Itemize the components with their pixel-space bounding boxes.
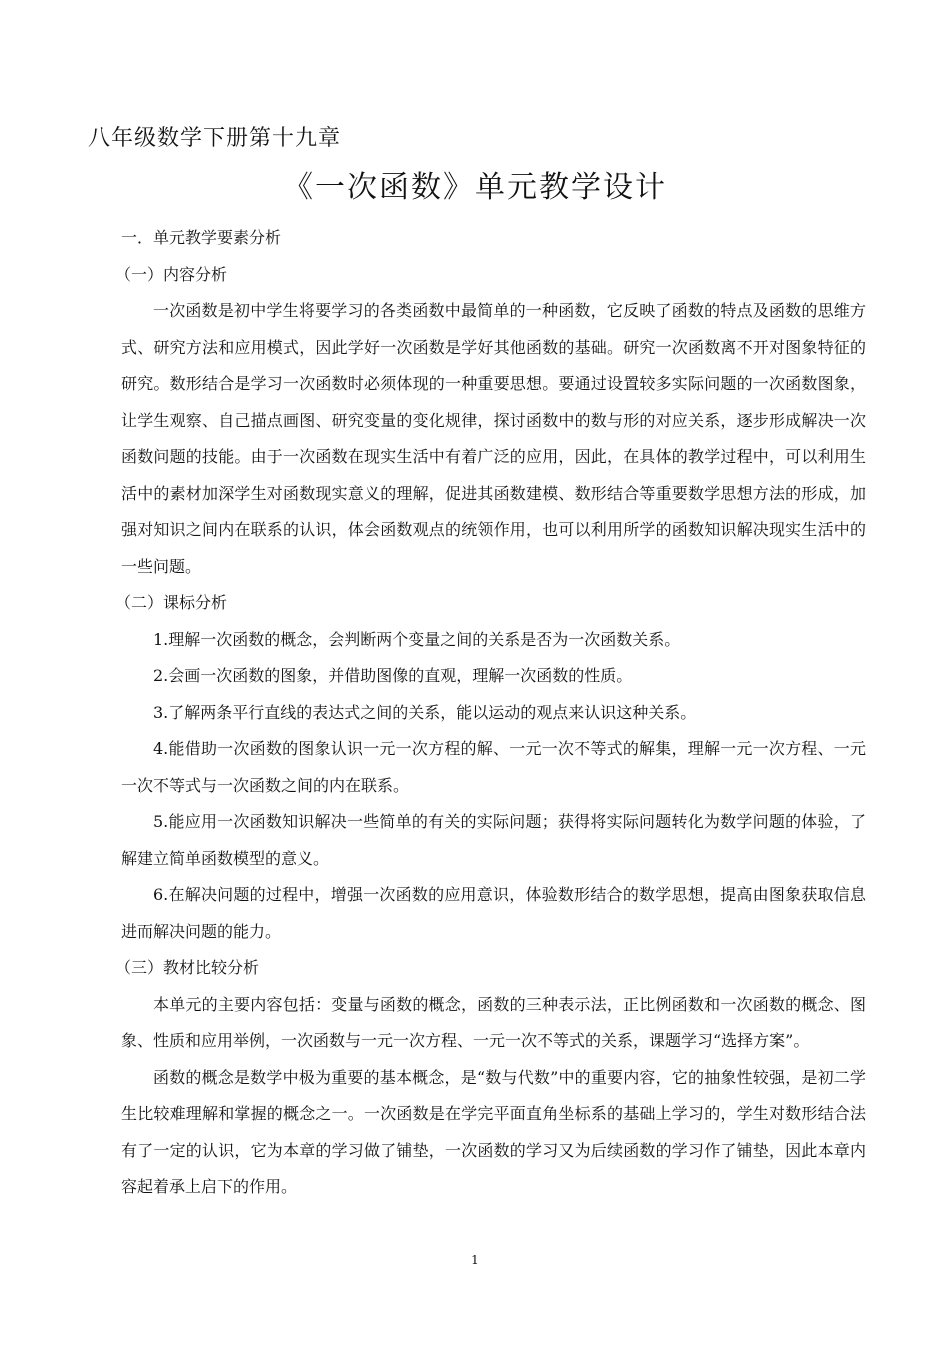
content-analysis-paragraph: 一次函数是初中学生将要学习的各类函数中最简单的一种函数，它反映了函数的特点及函数的思维方式、研究方法和应用模式，因此学好一次函数是学好其他函数的基础。研究一次函数离不开对图象特征的研究。数形结合是学习一次函数时必须体现的一种重要思想。要通过设置较多实际问题的一次函数图象，让学生观察、自己描点画图、研究变量的变化规律，探讨函数中的数与形的对应关系，逐步形成解决一次函数问题的技能。由于一次函数在现实生活中有着广泛的应用，因此，在具体的教学过程中，可以利用生活中的素材加深学生对函数现实意义的理解，促进其函数建模、数形结合等重要数学思想方法的形成，加强对知识之间内在联系的认识，体会函数观点的统领作用，也可以利用所学的函数知识解决现实生活中的一些问题。 [121, 301, 866, 576]
subsection-heading-textbook: （三）教材比较分析 [115, 958, 260, 977]
subsection-heading-content: （一）内容分析 [115, 264, 228, 284]
textbook-paragraph: 本单元的主要内容包括：变量与函数的概念，函数的三种表示法，正比例函数和一次函数的概念、图象、性质和应用举例，一次函数与一元一次方程、一元一次不等式的关系，课题学习“选择方案”。 [121, 994, 866, 1050]
curriculum-item: 3.了解两条平行直线的表达式之间的关系，能以运动的观点来认识这种关系。 [153, 702, 697, 722]
curriculum-item: 2.会画一次函数的图象，并借助图像的直观，理解一次函数的性质。 [153, 666, 633, 685]
curriculum-item: 4.能借助一次函数的图象认识一元一次方程的解、一元一次不等式的解集，理解一元一次方程、一元一次不等式与一次函数之间的内在联系。 [121, 739, 866, 795]
curriculum-item: 5.能应用一次函数知识解决一些简单的有关的实际问题；获得将实际问题转化为数学问题的体验，了解建立简单函数模型的意义。 [121, 812, 866, 868]
textbook-paragraph: 函数的概念是数学中极为重要的基本概念，是“数与代数”中的重要内容，它的抽象性较强，是初二学生比较难理解和掌握的概念之一。一次函数是在学完平面直角坐标系的基础上学习的，学生对数形结合法有了一定的认识，它为本章的学习做了铺垫，一次函数的学习又为后续函数的学习作了铺垫，因此本章内容起着承上启下的作用。 [121, 1067, 866, 1196]
page-number: 1 [471, 1253, 479, 1267]
curriculum-item: 6.在解决问题的过程中，增强一次函数的应用意识，体验数形结合的数学思想，提高由图象获取信息进而解决问题的能力。 [121, 885, 866, 941]
curriculum-item: 1.理解一次函数的概念，会判断两个变量之间的关系是否为一次函数关系。 [153, 629, 681, 649]
document-body [115, 220, 866, 1206]
chapter-header: 八年级数学下册第十九章 [88, 126, 342, 151]
section-heading: 一．单元教学要素分析 [121, 228, 282, 247]
subsection-heading-curriculum: （二）课标分析 [115, 593, 228, 612]
page-title: 《一次函数》单元教学设计 [283, 170, 667, 205]
